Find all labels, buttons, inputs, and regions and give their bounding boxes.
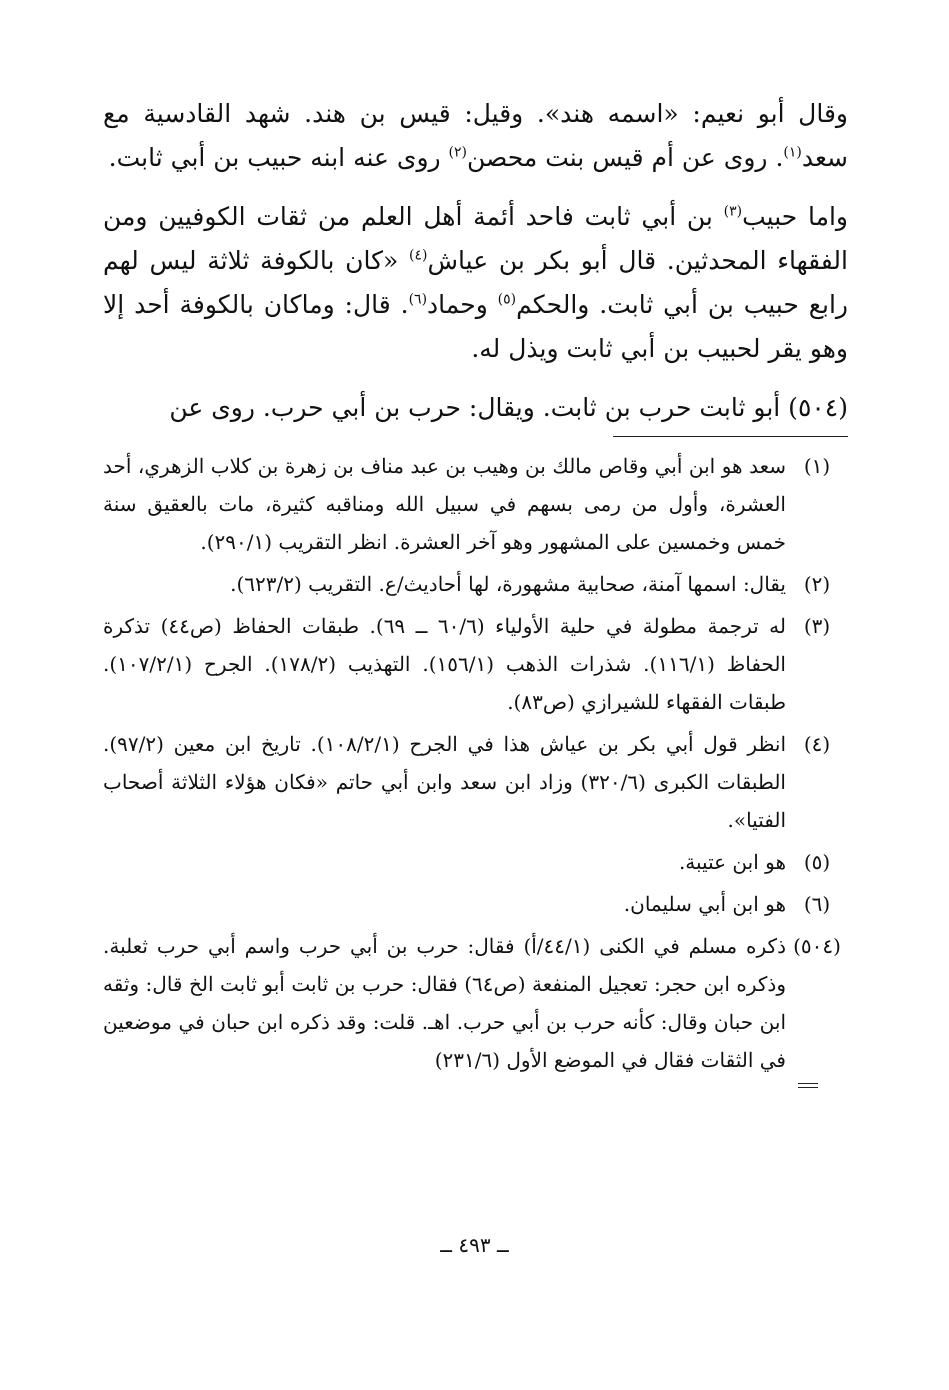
- text-run: وقال أبو نعيم: «اسمه هند». وقيل: قيس بن هند. شهد القادسية مع سعد: [103, 99, 848, 172]
- footnote: [103, 725, 848, 839]
- footnote: [103, 565, 848, 603]
- footnote-text: هو ابن عتيبة.: [678, 850, 786, 874]
- footnote-number: (٥٠٤): [793, 934, 841, 958]
- footnote-number: (٢): [803, 572, 831, 596]
- text-run: (٥٠٤) أبو ثابت حرب بن ثابت. ويقال: حرب بن أبي حرب. روى عن: [169, 393, 848, 422]
- footnote-text: ذكره مسلم في الكنى (٤٤/١/أ) فقال: حرب بن أبي حرب واسم أبي حرب ثعلبة. وذكره ابن حجر: تعجيل المنفعة (ص٦٤) فقال: حرب بن ثابت أبو ثابت الخ قال: وثقه ابن حبان وقال: كأنه حرب بن أبي حرب. اهـ. قلت: وقد ذكره ابن حبان في موضعين في الثقات فقال في الموضع الأول (٢٣١/٦): [103, 934, 787, 1072]
- footnote-number: (٣): [803, 614, 831, 638]
- footnote: [103, 843, 848, 881]
- footnote: [103, 885, 848, 923]
- text-run: واما حبيب: [742, 202, 848, 231]
- footnote: [103, 447, 848, 561]
- text-run: . قال: وماكان بالكوفة أحد إلا وهو يقر لحبيب بن أبي ثابت ويذل له.: [103, 290, 848, 363]
- footnote-ref: (٢): [448, 144, 468, 161]
- footnote-separator: [613, 436, 848, 437]
- footnote-number: (١): [803, 454, 831, 478]
- continuation-mark: [798, 1083, 818, 1088]
- footnote-text: هو ابن أبي سليمان.: [623, 892, 786, 916]
- footnote-number: (٥): [803, 850, 831, 874]
- footnote-text: له ترجمة مطولة في حلية الأولياء (٦٠/٦ ــ ٦٩). طبقات الحفاظ (ص٤٤) تذكرة الحفاظ (١١٦/١). شذرات الذهب (١٥٦/١). التهذيب (١٧٨/٢). الجرح (١٠٧/٢/١). طبقات الفقهاء للشيرازي (ص٨٣).: [103, 614, 786, 714]
- footnote-text: سعد هو ابن أبي وقاص مالك بن وهيب بن عبد مناف بن زهرة بن كلاب الزهري، أحد العشرة، وأول من رمى بسهم في سبيل الله ومناقبه كثيرة، مات بالعقيق سنة خمس وخمسين على المشهور وهو آخر العشرة. انظر التقريب (٢٩٠/١).: [103, 454, 786, 554]
- footnote-ref: (١): [783, 144, 802, 161]
- text-run: روى عنه ابنه حبيب بن أبي ثابت.: [108, 143, 449, 172]
- paragraph: [103, 386, 848, 430]
- paragraph: [103, 92, 848, 180]
- footnote: [103, 607, 848, 721]
- main-text: [103, 92, 848, 430]
- page-content: [103, 92, 848, 1088]
- footnote-text: يقال: اسمها آمنة، صحابية مشهورة، لها أحاديث/ع. التقريب (٦٢٣/٢).: [230, 572, 786, 596]
- footnote-ref: (٣): [723, 203, 743, 220]
- text-run: . روى عن أم قيس بنت محصن: [467, 143, 784, 172]
- text-run: «كان بالكوفة ثلاثة ليس لهم رابع حبيب بن أبي ثابت. والحكم: [103, 246, 848, 319]
- footnotes: [103, 447, 848, 1079]
- text-run: بن أبي ثابت فاحد أئمة أهل العلم من ثقات الكوفيين ومن الفقهاء المحدثين. قال أبو بكر بن عياش: [103, 202, 848, 275]
- footnote-ref: (٥): [497, 291, 517, 308]
- paragraph: [103, 195, 848, 371]
- footnote: [103, 927, 848, 1079]
- footnote-ref: (٤): [409, 247, 428, 264]
- footnote-number: (٤): [803, 732, 831, 756]
- footnote-text: انظر قول أبي بكر بن عياش هذا في الجرح (١٠٨/٢/١). تاريخ ابن معين (٩٧/٢). الطبقات الكبرى (٣٢٠/٦) وزاد ابن سعد وابن أبي حاتم «فكان هؤلاء الثلاثة أصحاب الفتيا».: [103, 732, 786, 832]
- footnote-ref: (٦): [408, 291, 428, 308]
- footnote-number: (٦): [803, 892, 831, 916]
- text-run: وحماد: [427, 290, 498, 319]
- page-number: ــ ٤٩٣ ــ: [440, 1233, 509, 1257]
